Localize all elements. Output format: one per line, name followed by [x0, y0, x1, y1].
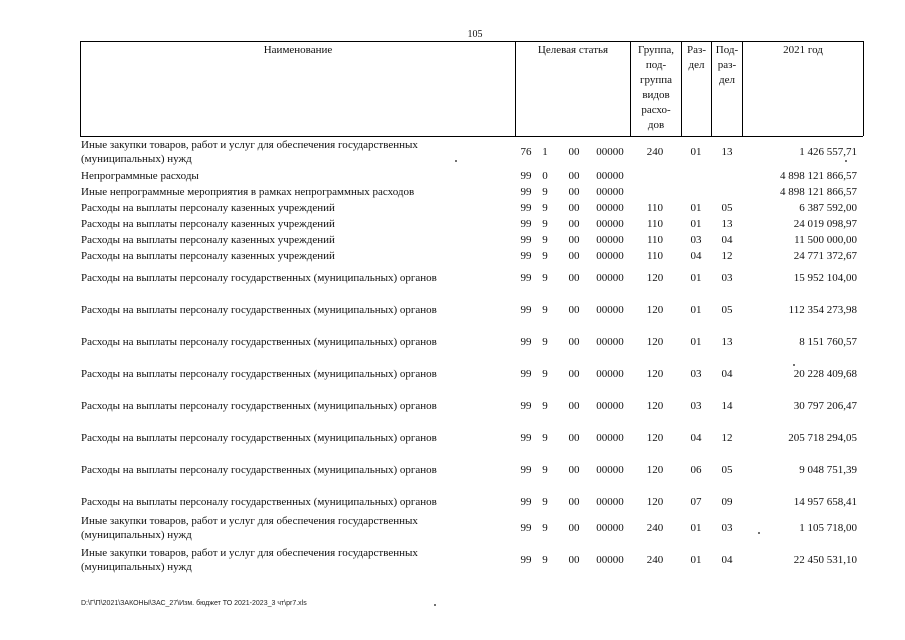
row-b: 9 [542, 218, 548, 230]
scan-speck [434, 604, 436, 606]
table-row [0, 296, 905, 324]
header-section: Раз- дел [686, 44, 706, 71]
row-b: 9 [542, 496, 548, 508]
row-amount: 1 426 557,71 [799, 146, 857, 158]
row-d: 00000 [596, 336, 624, 348]
row-c: 00 [568, 464, 580, 476]
table-row [0, 514, 905, 542]
row-amount: 15 952 104,00 [793, 272, 857, 284]
row-name: Иные закупки товаров, работ и услуг для обеспечения государственных (муниципальных) нужд [81, 547, 418, 573]
row-section: 04 [690, 432, 702, 444]
row-b: 9 [542, 250, 548, 262]
row-b: 1 [542, 146, 548, 158]
row-c: 00 [568, 432, 580, 444]
row-subsection: 13 [721, 146, 733, 158]
row-amount: 6 387 592,00 [799, 202, 857, 214]
row-a: 99 [520, 272, 532, 284]
row-d: 00000 [596, 186, 624, 198]
row-c: 00 [568, 202, 580, 214]
row-d: 00000 [596, 522, 624, 534]
row-amount: 11 500 000,00 [794, 234, 857, 246]
row-c: 00 [568, 218, 580, 230]
row-section: 03 [690, 400, 702, 412]
row-section: 01 [690, 522, 702, 534]
row-amount: 24 771 372,67 [793, 250, 857, 262]
header-bottom-border [80, 136, 863, 137]
row-d: 00000 [596, 400, 624, 412]
row-section: 01 [690, 146, 702, 158]
row-a: 99 [520, 170, 532, 182]
table-row [0, 456, 905, 484]
table-row [0, 184, 905, 200]
header-target-article: Целевая статья [537, 44, 609, 56]
row-d: 00000 [596, 218, 624, 230]
row-section: 01 [690, 272, 702, 284]
row-subsection: 03 [721, 272, 733, 284]
row-section: 01 [690, 202, 702, 214]
row-amount: 4 898 121 866,57 [780, 186, 857, 198]
table-row [0, 488, 905, 516]
row-amount: 112 354 273,98 [788, 304, 857, 316]
row-group: 120 [646, 304, 664, 316]
row-section: 07 [690, 496, 702, 508]
row-c: 00 [568, 522, 580, 534]
row-c: 00 [568, 250, 580, 262]
row-name: Расходы на выплаты персоналу государственных (муниципальных) органов [81, 272, 437, 284]
row-subsection: 13 [721, 218, 733, 230]
row-amount: 8 151 760,57 [799, 336, 857, 348]
row-section: 03 [690, 234, 702, 246]
row-d: 00000 [596, 304, 624, 316]
row-b: 9 [542, 202, 548, 214]
row-group: 110 [646, 202, 664, 214]
row-subsection: 04 [721, 368, 733, 380]
row-a: 99 [520, 554, 532, 566]
row-d: 00000 [596, 250, 624, 262]
row-group: 240 [646, 522, 664, 534]
row-group: 110 [646, 234, 664, 246]
row-amount: 14 957 658,41 [793, 496, 857, 508]
row-d: 00000 [596, 496, 624, 508]
row-section: 04 [690, 250, 702, 262]
row-c: 00 [568, 554, 580, 566]
header-year: 2021 год [783, 44, 823, 56]
row-name: Иные закупки товаров, работ и услуг для обеспечения государственных (муниципальных) нужд [81, 515, 418, 541]
row-name: Расходы на выплаты персоналу государственных (муниципальных) органов [81, 464, 437, 476]
row-subsection: 05 [721, 202, 733, 214]
row-a: 99 [520, 336, 532, 348]
row-name: Расходы на выплаты персоналу государственных (муниципальных) органов [81, 400, 437, 412]
row-section: 03 [690, 368, 702, 380]
row-d: 00000 [596, 170, 624, 182]
row-name: Расходы на выплаты персоналу казенных учреждений [81, 234, 335, 246]
header-divider [863, 41, 864, 136]
header-subsection: Под- раз- дел [715, 44, 739, 86]
row-a: 99 [520, 400, 532, 412]
row-b: 9 [542, 464, 548, 476]
row-a: 99 [520, 218, 532, 230]
table-row [0, 168, 905, 184]
row-group: 120 [646, 368, 664, 380]
row-section: 01 [690, 554, 702, 566]
table-row [0, 216, 905, 232]
row-d: 00000 [596, 464, 624, 476]
table-row [0, 360, 905, 388]
row-amount: 30 797 206,47 [793, 400, 857, 412]
row-c: 00 [568, 368, 580, 380]
row-group: 240 [646, 146, 664, 158]
row-d: 00000 [596, 202, 624, 214]
row-name: Непрограммные расходы [81, 170, 199, 182]
row-d: 00000 [596, 368, 624, 380]
row-subsection: 12 [721, 432, 733, 444]
row-d: 00000 [596, 234, 624, 246]
row-c: 00 [568, 234, 580, 246]
row-section: 06 [690, 464, 702, 476]
scan-speck [845, 160, 847, 162]
row-a: 99 [520, 522, 532, 534]
row-amount: 24 019 098,97 [793, 218, 857, 230]
row-c: 00 [568, 186, 580, 198]
row-group: 120 [646, 272, 664, 284]
row-c: 00 [568, 170, 580, 182]
row-c: 00 [568, 400, 580, 412]
row-name: Иные непрограммные мероприятия в рамках непрограммных расходов [81, 186, 415, 198]
row-b: 9 [542, 304, 548, 316]
row-subsection: 14 [721, 400, 733, 412]
row-subsection: 13 [721, 336, 733, 348]
row-amount: 22 450 531,10 [793, 554, 857, 566]
row-a: 99 [520, 368, 532, 380]
row-b: 9 [542, 400, 548, 412]
row-group: 120 [646, 496, 664, 508]
row-name: Иные закупки товаров, работ и услуг для обеспечения государственных (муниципальных) нужд [81, 139, 418, 165]
row-c: 00 [568, 146, 580, 158]
header-name: Наименование [263, 44, 333, 56]
row-subsection: 05 [721, 464, 733, 476]
row-amount: 20 228 409,68 [793, 368, 857, 380]
scan-speck [793, 364, 795, 366]
row-a: 99 [520, 234, 532, 246]
row-subsection: 04 [721, 554, 733, 566]
row-d: 00000 [596, 146, 624, 158]
row-group: 110 [646, 250, 664, 262]
row-a: 99 [520, 464, 532, 476]
table-row [0, 232, 905, 248]
row-name: Расходы на выплаты персоналу государственных (муниципальных) органов [81, 368, 437, 380]
row-amount: 205 718 294,05 [788, 432, 857, 444]
row-d: 00000 [596, 554, 624, 566]
row-b: 9 [542, 186, 548, 198]
row-subsection: 04 [721, 234, 733, 246]
row-c: 00 [568, 304, 580, 316]
row-name: Расходы на выплаты персоналу казенных учреждений [81, 202, 335, 214]
table-row [0, 328, 905, 356]
row-section: 01 [690, 304, 702, 316]
row-amount: 4 898 121 866,57 [780, 170, 857, 182]
row-subsection: 03 [721, 522, 733, 534]
table-row [0, 248, 905, 264]
row-b: 9 [542, 522, 548, 534]
row-a: 99 [520, 432, 532, 444]
table-row [0, 264, 905, 292]
row-a: 99 [520, 186, 532, 198]
row-a: 99 [520, 250, 532, 262]
row-a: 99 [520, 202, 532, 214]
row-name: Расходы на выплаты персоналу государственных (муниципальных) органов [81, 336, 437, 348]
row-b: 0 [542, 170, 548, 182]
row-b: 9 [542, 368, 548, 380]
row-b: 9 [542, 272, 548, 284]
row-group: 110 [646, 218, 664, 230]
row-c: 00 [568, 336, 580, 348]
row-group: 120 [646, 400, 664, 412]
row-b: 9 [542, 554, 548, 566]
row-b: 9 [542, 336, 548, 348]
row-d: 00000 [596, 272, 624, 284]
row-name: Расходы на выплаты персоналу казенных учреждений [81, 218, 335, 230]
row-amount: 9 048 751,39 [799, 464, 857, 476]
table-row [0, 392, 905, 420]
row-group: 120 [646, 464, 664, 476]
row-subsection: 05 [721, 304, 733, 316]
row-a: 99 [520, 496, 532, 508]
scan-speck [455, 160, 457, 162]
table-row [0, 546, 905, 574]
row-amount: 1 105 718,00 [799, 522, 857, 534]
row-group: 120 [646, 336, 664, 348]
row-subsection: 09 [721, 496, 733, 508]
header-group: Группа, под- группа видов расхо- дов [638, 44, 674, 131]
row-a: 99 [520, 304, 532, 316]
file-path-footer: D:\Г\П\2021\ЗАКОНЫ\ЗАС_27\Изм. бюджет ТО 2021-2023_3 чт\pr7.xls [81, 600, 307, 607]
row-group: 120 [646, 432, 664, 444]
header-top-border [80, 41, 863, 42]
row-a: 76 [520, 146, 532, 158]
row-group: 240 [646, 554, 664, 566]
row-subsection: 12 [721, 250, 733, 262]
row-section: 01 [690, 218, 702, 230]
row-b: 9 [542, 234, 548, 246]
row-c: 00 [568, 496, 580, 508]
table-row [0, 424, 905, 452]
table-row [0, 138, 905, 166]
row-name: Расходы на выплаты персоналу казенных учреждений [81, 250, 335, 262]
row-name: Расходы на выплаты персоналу государственных (муниципальных) органов [81, 496, 437, 508]
row-name: Расходы на выплаты персоналу государственных (муниципальных) органов [81, 304, 437, 316]
row-b: 9 [542, 432, 548, 444]
page-number: 105 [467, 29, 483, 40]
row-d: 00000 [596, 432, 624, 444]
row-name: Расходы на выплаты персоналу государственных (муниципальных) органов [81, 432, 437, 444]
row-section: 01 [690, 336, 702, 348]
row-c: 00 [568, 272, 580, 284]
table-row [0, 200, 905, 216]
scan-speck [758, 532, 760, 534]
